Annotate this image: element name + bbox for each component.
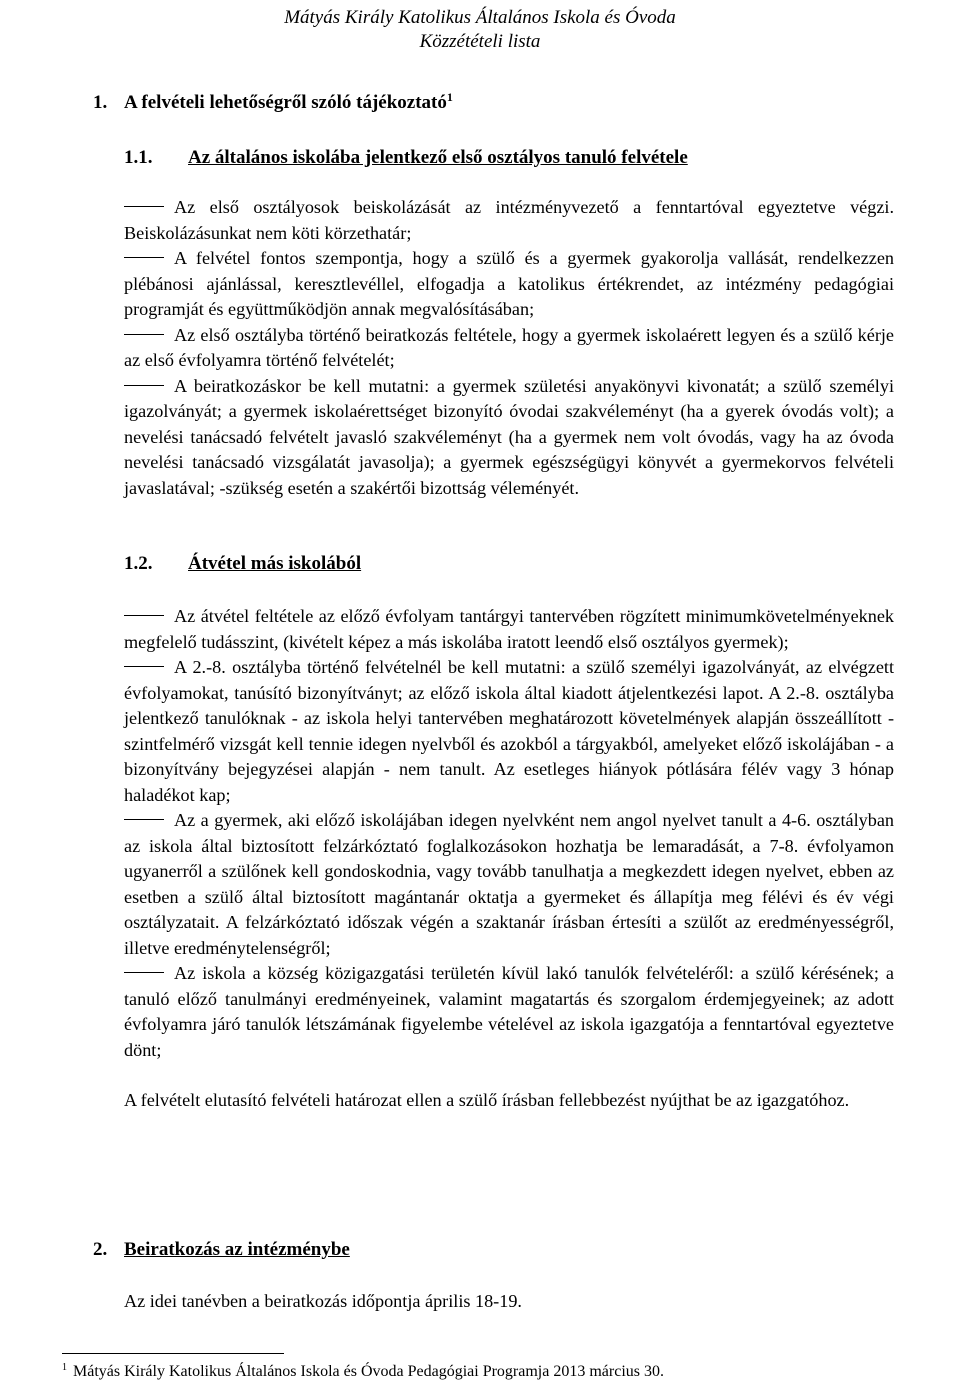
paragraph-text: Az első osztályosok beiskolázását az intézményvezető a fenntartóval egyeztetve végzi. Beiskolázásunkat nem köti körzethatár;: [124, 197, 894, 243]
footnote: [62, 1362, 664, 1382]
paragraph-text: Az a gyermek, aki előző iskolájában idegen nyelvként nem angol nyelvet tanult a 4-6. osztályban az iskola által biztosított felzárkóztató foglalkozásokon hozhatja be lemaradását, a 7-8. évfolyamon ugyanerről a szülőnek kell gondoskodnia, vagy tovább tanulhatja a megkezdett idegen nyelvet, ebben az esetben a szülő által biztosított magántanár oktatja a gyermeket és állapítja meg félévi és év végi osztályzatait. A felzárkóztató időszak végén a szaktanár írásban értesíti a szülőt az eredményességről, illetve eredménytelenségről;: [124, 810, 894, 958]
section-2-text: Az idei tanévben a beiratkozás időpontja április 18-19.: [124, 1291, 522, 1311]
bullet-dash: [124, 206, 164, 207]
paragraph: [124, 961, 894, 1063]
paragraph: [124, 195, 894, 246]
section-2-title: Beiratkozás az intézménybe: [124, 1239, 350, 1260]
section-2-heading: [93, 1238, 350, 1262]
paragraph: [124, 374, 894, 502]
paragraph-text: Az átvétel feltétele az előző évfolyam tantárgyi tantervében rögzített minimumkövetelményeknek megfelelő tudásszint, (kivételt képez a más iskolába iratott leendő első osztályos gyermek);: [124, 606, 894, 652]
footnote-ref[interactable]: 1: [446, 90, 453, 104]
paragraph-text: A 2.-8. osztályba történő felvételnél be kell mutatni: a szülő személyi igazolványát, az elvégzett évfolyamokat, tanúsító bizonyítványt; az előző iskola által kiadott átjelentkezési lapot. A 2.-8. osztályba jelentkező tanulóknak - az iskola helyi tantervében meghatározott követelmények alapján összeállított - szintfelmérő vizsgát kell tennie idegen nyelvből és azokból a tárgyakból, amelyeket előző iskolájában - a bizonyítvány bejegyzései alapján - nem tanult. Az esetleges hiányok pótlására félév vagy 3 hónap haladékot kap;: [124, 657, 894, 805]
footnote-divider: [62, 1353, 284, 1354]
section-1-2-title: Átvétel más iskolából: [188, 553, 362, 574]
section-1-1-number: 1.1.: [124, 147, 153, 168]
footnote-marker: 1: [62, 1362, 67, 1373]
paragraph-text: A beiratkozáskor be kell mutatni: a gyermek születési anyakönyvi kivonatát; a szülő személyi igazolványát; a gyermek iskolaérettséget bizonyító óvodai szakvéleményt (ha a gyerek óvodás volt); a nevelési tanácsadó felvételt javasló szakvéleményt (ha a gyermek nem volt óvodás, vagy ha az óvoda nevelési tanácsadó vizsgálatát javasolja); a gyermek egészségügyi könyvét a gyermekorvos felvételi javaslatával; -szükség esetén a szakértői bizottság véleményét.: [124, 375, 894, 498]
bullet-dash: [124, 334, 164, 335]
paragraph-text: Az első osztályba történő beiratkozás feltétele, hogy a gyermek iskolaérett legyen és a szülő kérje az első évfolyamra történő felvételét;: [124, 324, 894, 370]
section-2-body: [124, 1289, 894, 1315]
section-1-2-body: [124, 604, 894, 1114]
paragraph: [124, 323, 894, 374]
paragraph: [124, 246, 894, 323]
paragraph-text: A felvételt elutasító felvételi határozat ellen a szülő írásban fellebbezést nyújthat be az igazgatóhoz.: [124, 1090, 850, 1110]
paragraph-gap: [124, 1063, 894, 1088]
header-school-name: Mátyás Király Katolikus Általános Iskola és Óvoda: [284, 7, 676, 28]
section-1-1-body: [124, 195, 894, 501]
bullet-dash: [124, 972, 164, 973]
paragraph: [124, 1088, 894, 1114]
section-1-heading: [93, 91, 453, 115]
paragraph: [124, 655, 894, 808]
bullet-dash: [124, 257, 164, 258]
bullet-dash: [124, 385, 164, 386]
section-1-number: 1.: [93, 92, 108, 113]
section-2-number: 2.: [93, 1239, 108, 1260]
section-1-1-title: Az általános iskolába jelentkező első osztályos tanuló felvétele: [188, 147, 688, 168]
paragraph: [124, 808, 894, 961]
section-1-title: A felvételi lehetőségről szóló tájékoztató: [124, 92, 447, 113]
paragraph: [124, 604, 894, 655]
section-1-2-number: 1.2.: [124, 553, 153, 574]
bullet-dash: [124, 615, 164, 616]
section-1-1-heading: [124, 146, 688, 170]
bullet-dash: [124, 666, 164, 667]
section-1-2-heading: [124, 552, 361, 576]
paragraph-text: A felvétel fontos szempontja, hogy a szülő és a gyermek gyakorolja vallását, rendelkezzen plébánosi ajánlással, keresztlevéllel, elfogadja a katolikus értékrendet, az intézmény pedagógiai programját és együttműködjön annak megvalósításában;: [124, 248, 894, 319]
bullet-dash: [124, 819, 164, 820]
footnote-text: Mátyás Király Katolikus Általános Iskola és Óvoda Pedagógiai Programja 2013 március 30.: [73, 1363, 664, 1380]
header-list-title: Közzétételi lista: [419, 31, 541, 52]
paragraph-text: Az iskola a község közigazgatási területén kívül lakó tanulók felvételéről: a szülő kérésének; a tanuló előző tanulmányi eredményeinek, valamint magatartás és szorgalom érdemjegyeinek; az adott évfolyamra járó tanulók létszámának figyelembe vételével az iskola igazgatója a fenntartóval egyeztetve dönt;: [124, 963, 894, 1060]
